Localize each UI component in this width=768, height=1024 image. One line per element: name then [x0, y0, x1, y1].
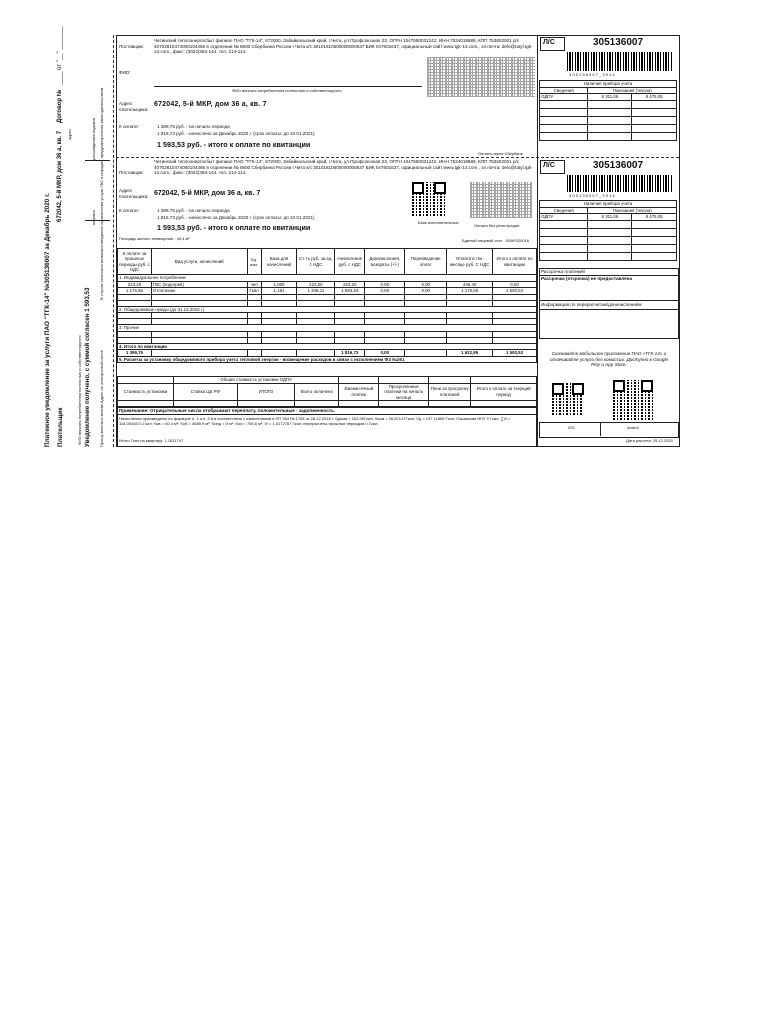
installment-value: Рассрочка (отсрочка) не предоставлена [541, 276, 633, 281]
address-label: Адрес плательщика: [119, 101, 149, 112]
supplier-label-2: Поставщик: [119, 170, 144, 175]
th-accrual: Начисление руб. с НДС [335, 249, 365, 275]
odpu-general: Общая стоимость установки ОДПУ [173, 377, 338, 384]
accrued-2: 1 816,73 руб. - начислено за Декабрь 2020 г. (срок оплаты: до 10.01.2021) [157, 215, 315, 220]
to-pay-label: К оплате: [119, 124, 140, 129]
th-paid: Оплата в тек. месяце руб. С НДС [447, 249, 493, 275]
note-title: Примечание: Отрицательные числа отображают переплату, положительные - задолженность. [119, 408, 336, 413]
section-total: 4. Итого по квитанции [118, 343, 537, 350]
odpu-table: Общая стоимость установки ОДПУ Стоимость установки Ставка ЦБ РФ ИТОГО Всего оплачено Ежемесячный платеж Просроченные платежи на начало месяца Пени за просрочку платежей Итого к оплате за текущий период [117, 376, 537, 407]
table-row: 223,20 ГВС (подогрев) чел 1,000 223,20 223,20 0,00 0,00 446,40 0,00 [118, 281, 537, 288]
area: Площадь жилого помещения - 40,4 м² [119, 236, 190, 241]
notice-received: Уведомление получено, с суммой согласен 1 593,53 [84, 287, 91, 447]
meter-table-bottom: Наличие прибора учета Сведения Показания (текоза) ОДПУ 8 311,06 8 475,05 [539, 200, 677, 261]
total-row: 1 399,75 1 816,73 0,00 1 622,95 1 593,53 [118, 350, 537, 357]
bank-exec-label: Банк исполнительных [418, 220, 459, 225]
decode-line [85, 160, 110, 161]
barcode-icon-2 [567, 175, 672, 192]
contract-blanks: ____ от "__" _______ [57, 26, 63, 85]
barcode-text-2: 3 0 5 1 3 6 0 0 7 _ 3 9 1 4 [569, 193, 615, 198]
cut-line [113, 35, 114, 447]
fio-line [154, 86, 422, 87]
ios-qr-icon [552, 383, 584, 415]
ls-number-2: 305136007 [593, 160, 644, 171]
th-adjust: Доначисления, возвраты (+/-) [365, 249, 405, 275]
total-to-pay: 1 593,53 руб. - итого к оплате по квитанции [157, 140, 311, 149]
signature-label: подпись [91, 209, 96, 225]
section-other: 3. Прочие [118, 325, 537, 332]
start-balance-2: 1 399,75 руб. - на начало периода [157, 208, 230, 213]
prosim-note: Прошу внести в мотив/ Адрес по электронной почте [99, 350, 104, 447]
meter-table-top: Наличие прибора учета Сведения Показания (текоза) ОДПУ 8 311,06 8 475,05 [539, 80, 677, 141]
address-label: адрес [67, 128, 72, 140]
ls-label: Л/С [543, 39, 555, 46]
payer-address: 672042, 5-й МКР, дом 36 а, кв. 7 [57, 130, 63, 222]
accrued: 1 816,73 руб. - начислено за Декабрь 2020 г. (срок оплаты: до 10.01.2021) [157, 131, 315, 136]
th-prev: К оплате за прошлые периоды руб. с НДС [118, 249, 152, 275]
bank-cashier: Оплата через Сбербанк [478, 151, 523, 156]
fio-note: ФИО вписать потребителем полностью и собственноручно [232, 88, 342, 93]
decode-label: расшифровка подписи [91, 117, 96, 160]
signature-line [85, 220, 110, 221]
qr-code-bank-icon [412, 182, 446, 216]
th-unit: Ед. изм. [247, 249, 261, 275]
calc-date: Дата расчета: 25.12.2020 [626, 438, 673, 443]
barcode-icon [567, 52, 672, 71]
fio-note-strip: ФИО вписать потребителем полностью и собственноручно [77, 335, 82, 445]
tear-line [116, 157, 679, 158]
ios-label: iOS [568, 425, 575, 430]
table-row: 1 176,55 Отопление Гкал 1,181 1 349,11 1 593,53 0,00 0,00 1 176,55 1 593,53 [118, 288, 537, 295]
note-text: Начисления произведены по формуле п. 3 и п. 3.6 в соответствии с изменениями в ПП 354 № 1708 от 28.12.2018 г. Sдома = 163,99Гкал; Sком = 26,87147Гкал; Vд = 137,11859 Гкал; Показания ИПУ 0 Гкал; ∑Vi = 118,0924571 Гкал; Sкв = 40,4 м²; Soб = 4689,9 м²; Sинд = 0 м²; Sои = 755,6 м²; Vi = 1,0172787 Гкал; перерасчеты прошлых периодов 0 Гкал; [119, 416, 511, 426]
ls-number: 305136007 [593, 37, 644, 48]
to-pay-label-2: К оплате: [119, 208, 140, 213]
th-service: Вид услуги, начислений [151, 249, 247, 275]
supplier-text: Читинский теплоэнергосбыт филиал ПАО "ТГК-14", 672000, Забайкальский край, г.Чита, ул.Профсоюзная 23, ОГРН 1047550031242, ИНН 7534018889, КПП 753602001 р/с 40702810474000104466 в отделении № 8600 Сбербанка России г.Чита к/с 30101810500000000637 БИК 047601637, официальный сайт:www.tgk-14.com., эл.почта: delo@tatyl.tgk-14.com., факс: (3022)384-144. тел. 214-114. [154, 38, 533, 55]
installment-label: Рассрочка платежей [541, 269, 585, 274]
single-account: Единый лицевой счет - 00АР020016 [462, 238, 530, 243]
no-reg-label: Оплата без регистрации [474, 223, 520, 228]
contract-label: Договор № [57, 89, 63, 123]
qr-code-icon [427, 57, 535, 97]
section-common: 2. Общедомовые нужды (до 31.12.2016 г.) [118, 306, 537, 313]
total-to-pay-2: 1 593,53 руб. - итого к оплате по квитанции [157, 223, 311, 232]
th-base: База для начислений [261, 249, 297, 275]
qr-code-noreg-icon [470, 182, 532, 218]
section-individual: 1. Индивидуальное потребление [118, 275, 537, 282]
app-promo-text: Скачивайте мобильное приложение ПАО «ТГК-14» и оплачивайте услуги без комиссии. Доступно в Google Play и App Store. [549, 351, 669, 368]
start-balance: 1 399,75 руб. - на начало периода [157, 124, 230, 129]
charges-table [117, 248, 537, 363]
ls-label-2: Л/С [543, 162, 555, 169]
section-odpu: 5. Расчеты за установку общедомового прибора учета тепловой энергии - возмещение расходов в связи с исполнением ФЗ №261 [118, 356, 537, 363]
address-value-2: 672042, 5-й МКР, дом 36 а, кв. 7 [154, 190, 261, 197]
note-total: Итого Гкал на квартиру: 1,1811747 [119, 438, 184, 443]
th-rate: Ст-ть руб. за ед. с НДС [297, 249, 335, 275]
notice-title: Платежное уведомление за услуги ПАО "ТГК-14" №305136007 за Декабрь 2020 г. [44, 193, 51, 447]
fio-label: ФИО: [119, 70, 131, 75]
address-label-2: Адрес плательщика: [119, 188, 149, 199]
barcode-text: 3 0 5 1 3 6 0 0 7 _ 3 9 1 4 [569, 72, 615, 77]
payer-label: Плательщик [57, 407, 64, 447]
th-total: Итого к оплате по квитанции [493, 249, 537, 275]
recalc-label: Информация по перерасчетам/доначислениям [541, 302, 642, 307]
th-transfer: Перевведение оплат [405, 249, 447, 275]
right-panel-divider [537, 35, 538, 446]
android-qr-icon [613, 380, 653, 420]
android-label: Androi [627, 425, 639, 430]
supplier-text-2: Читинский теплоэнергосбыт филиал ПАО "ТГК-14", 672000, Забайкальский край, г.Чита, ул.Профсоюзная 23, ОГРН 1047550031242, ИНН 7534018889, КПП 753602001 р/с 40702810474000104466 в отделении № 8600 Сбербанка России г.Чита к/с 30101810500000000637 БИК 047601637, официальный сайт:www.tgk-14.com., эл.почта: delo@tatyl.tgk-14.com., факс: (3022)384-144. тел. 214-114. [154, 159, 533, 176]
supplier-label: Поставщик: [119, 44, 144, 49]
address-value: 672042, 5-й МКР, дом 36 а, кв. 7 [154, 101, 267, 108]
warn-note: В случае неоплаты возможно введение ограничения услуги ГВС в порядке, предусмотренном законодательством [99, 87, 104, 300]
